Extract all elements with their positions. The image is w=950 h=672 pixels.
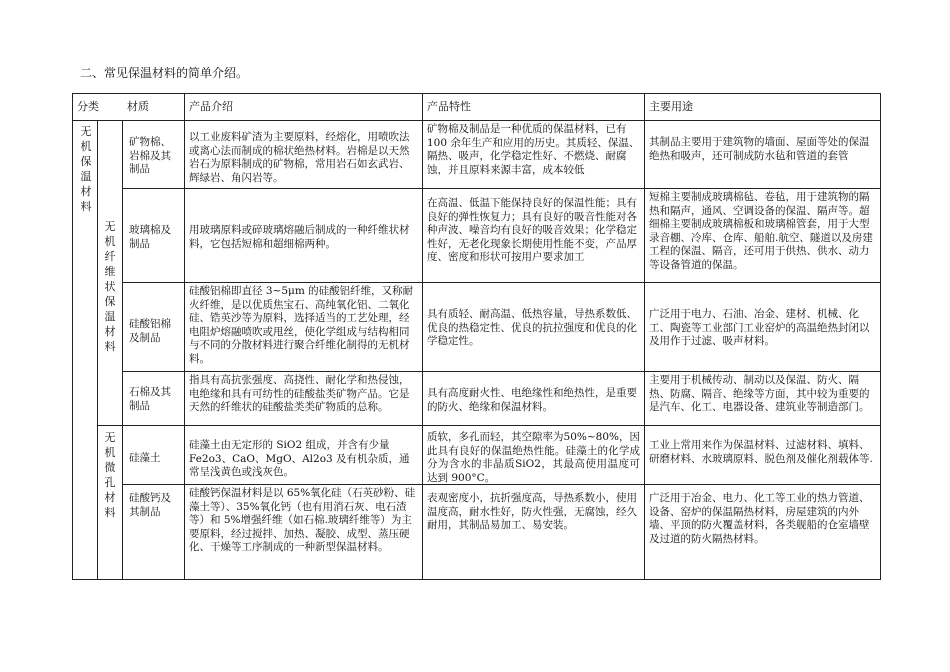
material-cell: 硅藻土 [129, 452, 161, 464]
material-cell: 石棉及其制品 [129, 386, 171, 412]
uses-cell: 其制品主要用于建筑物的墙面、屋面等处的保温绝热和吸声，还可制成防水毡和管道的套管 [649, 136, 870, 162]
material-cell: 硅酸钙及其制品 [129, 492, 171, 518]
intro-cell: 硅酸钙保温材料是以 65%氧化硅（石英砂粉、硅藻土等）、35%氧化钙（也有用消石灰、电石渣等）和 5%增强纤维（如石棉.玻璃纤维等）为主要原料，经过搅拌、加热、凝胶、成型、蒸压硬化、干燥等工序制成的一种新型保温材料。 [189, 487, 416, 553]
properties-cell: 质软，多孔而轻，其空隙率为50%~80%，因此具有良好的保温绝热性能。硅藻土的化学成分为含水的非晶质SiO2，其最高使用温度可达到 900°C。 [427, 431, 640, 484]
properties-cell: 表观密度小，抗折强度高，导热系数小，使用温度高，耐水性好，防火性强，无腐蚀，经久耐用，其制品易加工、易安装。 [427, 492, 637, 531]
header-properties: 产品特性 [427, 100, 471, 113]
category-fibrous: 无机纤维状保温材料 [104, 220, 116, 353]
header-material: 材质 [127, 100, 149, 113]
uses-cell: 广泛用于电力、石油、冶金、建材、机械、化工、陶瓷等工业部门工业窑炉的高温绝热封闭以及用作于过滤、吸声材料。 [649, 308, 870, 347]
category-inorganic: 无机保温材料 [80, 125, 92, 213]
material-cell: 玻璃棉及制品 [129, 224, 171, 250]
uses-cell: 广泛用于冶金、电力、化工等工业的热力管道、设备、窑炉的保温隔热材料，房屋建筑的内外墙、平顶的防火覆盖材料，各类舰船的仓室墙壁及过道的防火隔热材料。 [649, 492, 870, 545]
properties-cell: 矿物棉及制品是一种优质的保温材料，已有 100 余年生产和应用的历史。其质轻、保温、隔热、吸声，化学稳定性好、不燃烧、耐腐蚀，并且原料来源丰富，成本较低 [427, 123, 640, 176]
header-intro: 产品介绍 [189, 100, 233, 113]
category-microporous: 无机微孔材料 [104, 431, 116, 519]
uses-cell: 主要用于机械传动、制动以及保温、防火、隔热、防腐、隔音、绝缘等方面，其中较为重要的是汽车、化工、电器设备、建筑业等制造部门。 [649, 374, 870, 413]
header-category: 分类 [77, 100, 99, 113]
intro-cell: 硅藻土由无定形的 SiO2 组成，并含有少量Fe2o3、CaO、MgO、Al2o3 及有机杂质，通常呈浅黄色或浅灰色。 [189, 439, 410, 478]
properties-cell: 具有质轻、耐高温、低热容量，导热系数低、优良的热稳定性、优良的抗拉强度和优良的化学稳定性。 [427, 308, 637, 347]
intro-cell: 指具有高抗张强度、高挠性、耐化学和热侵蚀，电绝缘和具有可纺性的硅酸盐类矿物产品。它是天然的纤维状的硅酸盐类类矿物质的总称。 [189, 374, 410, 413]
intro-cell: 以工业废料矿渣为主要原料，经熔化，用喷吹法或离心法而制成的棉状绝热材料。岩棉是以天然岩石为原料制成的矿物棉，常用岩石如玄武岩、辉绿岩、角闪岩等。 [189, 131, 410, 184]
intro-cell: 用玻璃原料或碎玻璃熔融后制成的一种纤维状材料，它包括短棉和超细棉两种。 [189, 224, 410, 250]
properties-cell: 在高温、低温下能保持良好的保温性能；具有良好的弹性恢复力；具有良好的吸音性能对各种声波、噪音均有良好的吸音效果；化学稳定性好，无老化现象长期使用性能不变，产品厚度、密度和形状可按用户要求加工 [427, 197, 637, 263]
uses-cell: 短棉主要制成玻璃棉毡、卷毡，用于建筑物的隔热和隔声，通风、空调设备的保温、隔声等。超细棉主要制成玻璃棉板和玻璃棉管套，用于大型录音棚、冷库、仓库、船舶.航空、隧道以及房建工程的保温、隔音，还可用于供热、供水、动力等设备管道的保温。 [649, 191, 873, 271]
material-cell: 硅酸铝棉及制品 [129, 318, 171, 344]
properties-cell: 具有高度耐火性、电绝缘性和绝热性，是重要的防火、绝缘和保温材料。 [427, 387, 637, 413]
col-divider [97, 120, 98, 579]
material-cell: 矿物棉、岩棉及其制品 [129, 136, 171, 175]
col-divider [122, 120, 123, 579]
row-divider [97, 425, 880, 426]
header-uses: 主要用途 [649, 100, 693, 113]
materials-table [72, 93, 881, 580]
section-heading: 二、常见保温材料的简单介绍。 [80, 66, 249, 80]
intro-cell: 硅酸铝棉即直径 3~5μm 的硅酸铝纤维，又称耐火纤维，是以优质焦宝石、高纯氧化铝、二氧化硅、锆英沙等为原料，选择适当的工艺处理，经电阻炉熔融喷吹或甩丝，使化学组成与结构相同与不同的分散材料进行聚合纤维化制得的无机材料。 [189, 285, 414, 365]
uses-cell: 工业上常用来作为保温材料、过滤材料、填料、研磨材料、水玻璃原料、脱色剂及催化剂载体等. [649, 439, 873, 465]
